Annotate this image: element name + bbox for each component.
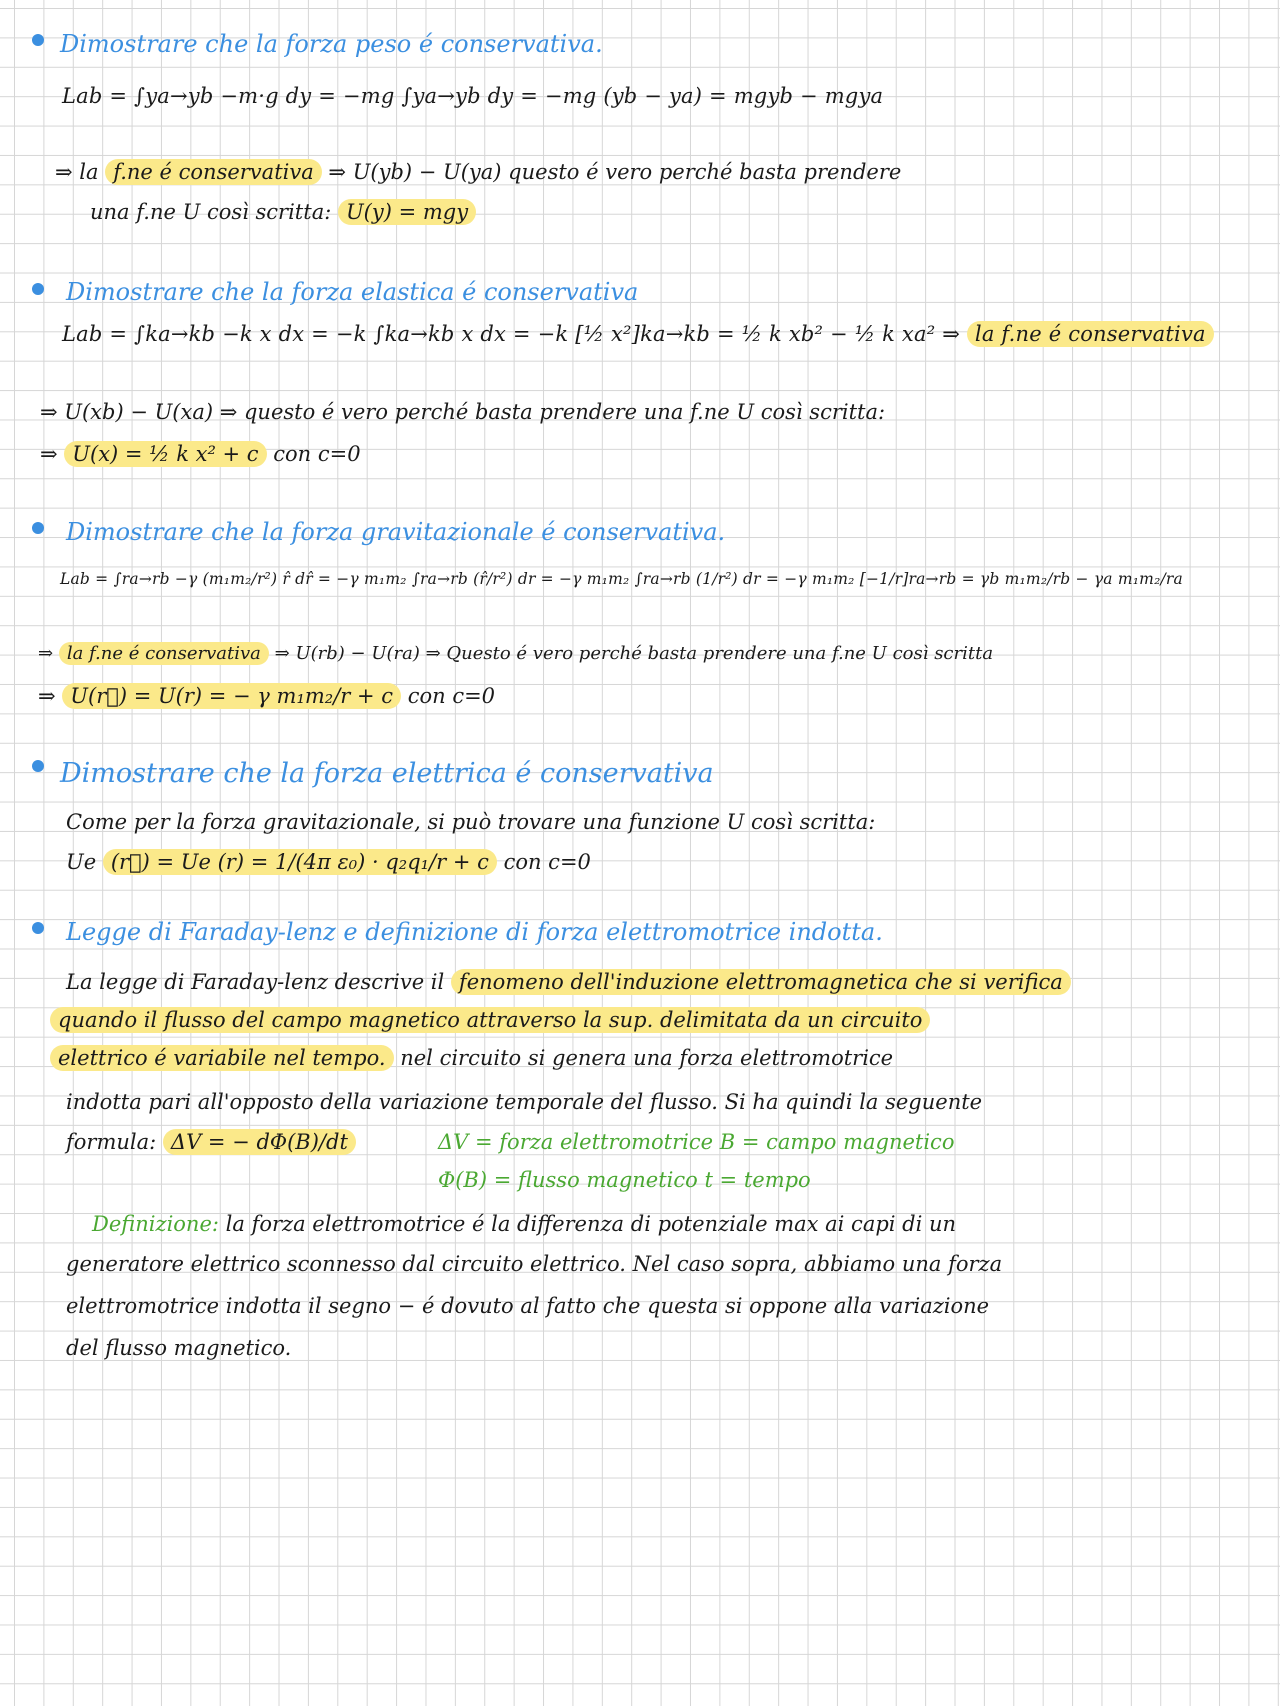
conclusion-text: ⇒ U(yb) − U(ya) questo é vero perché basta prendere [328,160,902,184]
constant-text: con c=0 [273,442,361,466]
paragraph-line [50,1006,930,1034]
potential-line [90,198,476,226]
section-title-peso: Dimostrare che la forza peso é conservativa. [60,30,603,58]
definition-line: generatore elettrico sconnesso dal circuito elettrico. Nel caso sopra, abbiamo una forza [66,1252,1003,1276]
highlight-potential: U(r⃗) = U(r) = − γ m₁m₂/r + c [62,683,401,709]
conclusion-text: ⇒ U(rb) − U(ra) ⇒ Questo é vero perché basta prendere una f.ne U così scritta [274,643,994,664]
section-title-faraday: Legge di Faraday-lenz e definizione di forza elettromotrice indotta. [66,918,883,946]
arrow-text: ⇒ [38,643,54,664]
highlight-potential: (r⃗) = Ue (r) = 1/(4π ε₀) · q₂q₁/r + c [103,849,497,875]
potential-line [38,682,495,710]
arrow-text: ⇒ [40,442,58,466]
legend-line: ΔV = forza elettromotrice B = campo magnetico [438,1130,955,1154]
paragraph-line [50,1044,893,1072]
conclusion-line [38,640,993,668]
highlight-potential: U(x) = ½ k x² + c [64,441,266,467]
formula-peso: Lab = ∫ya→yb −m·g dy = −mg ∫ya→yb dy = −mg (yb − ya) = mgyb − mgya [62,84,884,108]
arrow-text: ⇒ [942,322,961,346]
potential-text: una f.ne U così scritta: [90,200,332,224]
arrow-text: ⇒ la [55,160,99,184]
definition-label: Definizione: [92,1212,219,1236]
potential-label: Ue [66,850,97,874]
highlight-text: fenomeno dell'induzione elettromagnetica che si verifica [451,969,1071,995]
section-title-gravitazionale: Dimostrare che la forza gravitazionale é conservativa. [66,518,726,546]
highlight-text: elettrico é variabile nel tempo. [50,1045,394,1071]
bullet-point [32,34,44,46]
highlight-formula: ΔV = − dΦ(B)/dt [163,1129,356,1155]
legend-line: Φ(B) = flusso magnetico t = tempo [438,1168,811,1192]
highlight-potential: U(y) = mgy [338,199,476,225]
potential-line [40,440,361,468]
paragraph-text: nel circuito si genera una forza elettromotrice [400,1046,894,1070]
highlight-conservativa: la f.ne é conservativa [59,642,269,665]
conclusion-line: ⇒ U(xb) − U(xa) ⇒ questo é vero perché basta prendere una f.ne U così scritta: [40,400,886,424]
section-title-elettrica: Dimostrare che la forza elettrica é conservativa [60,758,714,789]
formula-label: formula: [66,1130,157,1154]
definition-line: elettromotrice indotta il segno − é dovuto al fatto che questa si oppone alla variazione [66,1294,990,1318]
paragraph-line [66,968,1071,996]
formula-text: Lab = ∫ka→kb −k x dx = −k ∫ka→kb x dx = −k [½ x²]ka→kb = ½ k xb² − ½ k xa² [62,322,936,346]
definition-line [92,1210,956,1238]
paragraph-line: indotta pari all'opposto della variazione temporale del flusso. Si ha quindi la seguente [66,1090,983,1114]
formula-elastica [62,320,1214,348]
conclusion-line [55,158,901,186]
bullet-point [32,922,44,934]
bullet-point [32,522,44,534]
paragraph-text: La legge di Faraday-lenz descrive il [66,970,445,994]
highlight-conservativa: la f.ne é conservativa [967,321,1214,347]
formula-line [66,1128,356,1156]
intro-line: Come per la forza gravitazionale, si può trovare una funzione U così scritta: [66,810,876,834]
formula-gravitazionale: Lab = ∫ra→rb −γ (m₁m₂/r²) r̂ dr̂ = −γ m₁m₂ ∫ra→rb (r̂/r²) dr = −γ m₁m₂ ∫ra→rb (1/r²) dr = −γ m₁m₂ [−1/r]ra→rb = γb m₁m₂/rb − γa m₁m₂/ra [60,570,1183,588]
definition-line: del flusso magnetico. [66,1336,292,1360]
arrow-text: ⇒ [38,684,56,708]
constant-text: con c=0 [503,850,591,874]
section-title-elastica: Dimostrare che la forza elastica é conservativa [66,278,639,306]
bullet-point [32,760,44,772]
constant-text: con c=0 [407,684,496,708]
highlight-text: quando il flusso del campo magnetico attraverso la sup. delimitata da un circuito [50,1007,930,1033]
highlight-conservativa: f.ne é conservativa [105,159,322,185]
bullet-point [32,283,44,295]
potential-line [66,848,591,876]
definition-text: la forza elettromotrice é la differenza di potenziale max ai capi di un [225,1212,957,1236]
